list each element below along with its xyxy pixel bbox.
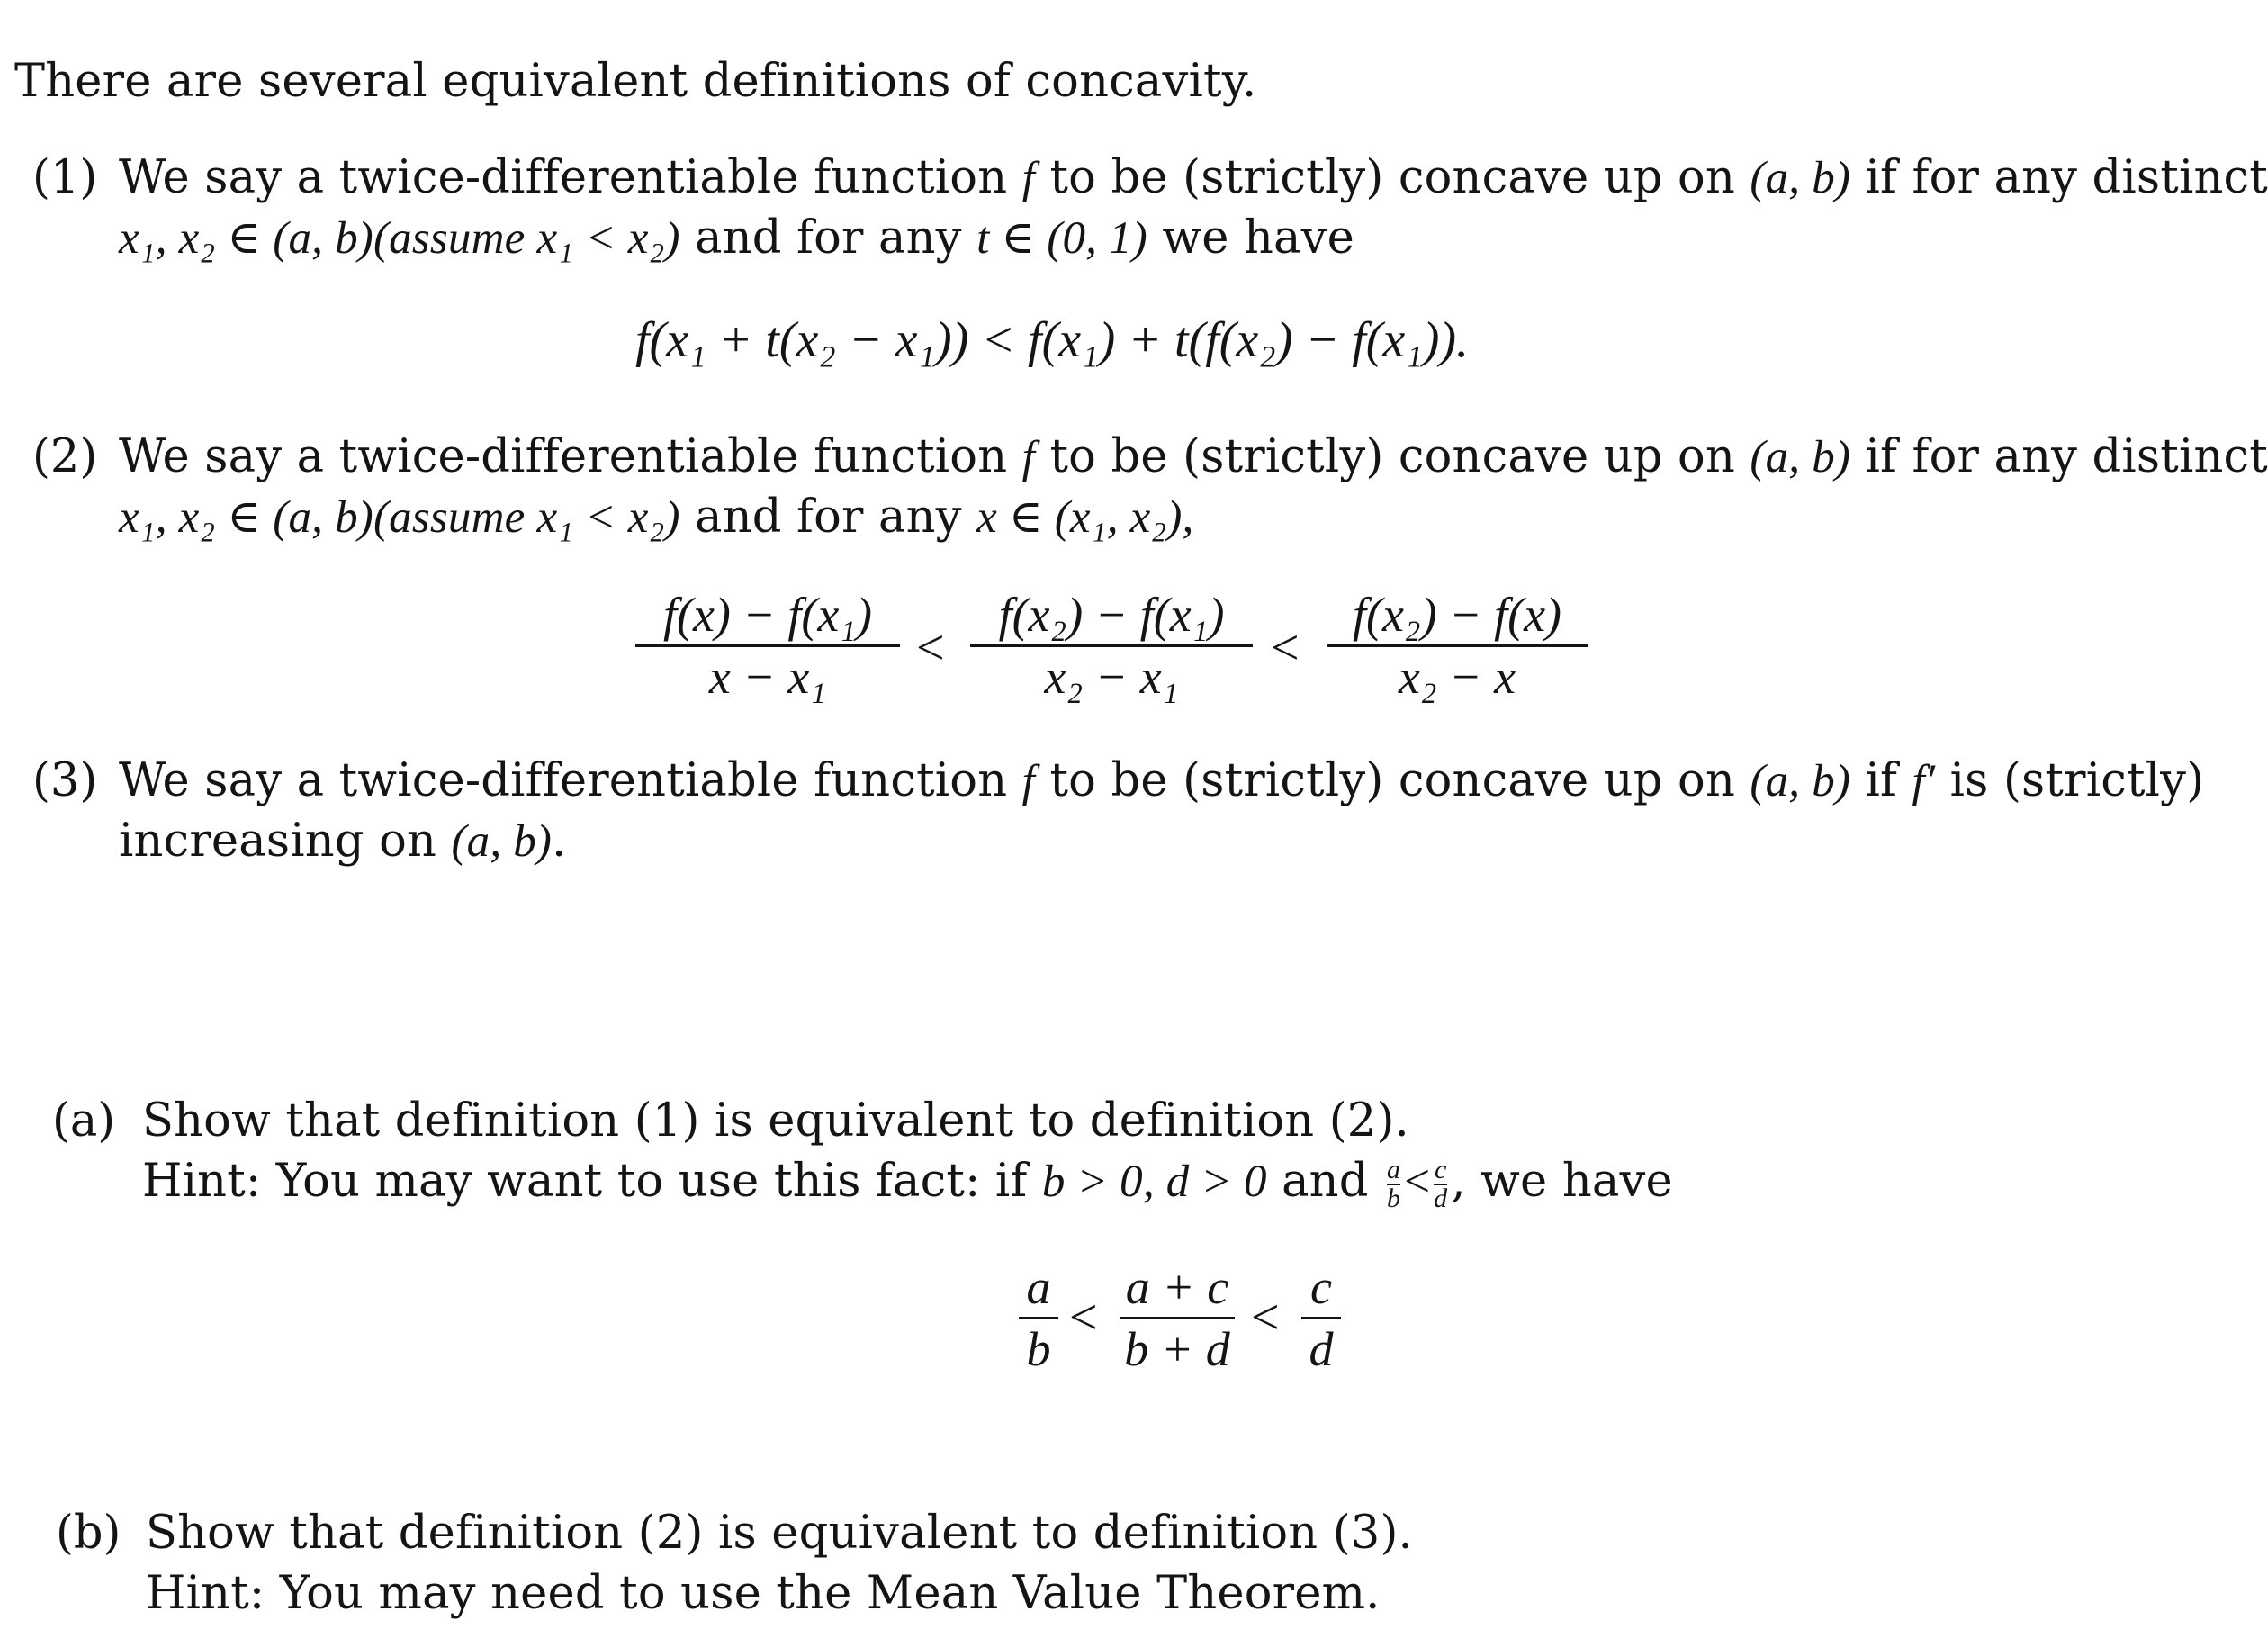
- part-a-frac2-num: a + c: [1125, 1260, 1229, 1314]
- def3-line1-end: is (strictly): [1935, 754, 2205, 807]
- part-b-line2: Hint: You may need to use the Mean Value Theorem.: [146, 1567, 1381, 1620]
- part-a-tag: (a): [52, 1094, 116, 1148]
- def1-inequality: f(x₁ + t(x₂ − x₁)) < f(x₁) + t(f(x₂) − f(x₁)).: [635, 312, 1470, 368]
- def2-lt1: <: [916, 620, 945, 676]
- def2-frac3-den: x₂ − x: [1398, 650, 1516, 704]
- def2-line2-mid: and for any: [680, 490, 977, 544]
- def2-frac3: [1327, 585, 1588, 706]
- def3-line1: [119, 751, 2204, 812]
- def2-frac2-den: x₂ − x₁: [1044, 650, 1179, 704]
- part-a-hint-c: c: [1435, 1155, 1447, 1184]
- def3-tag: (3): [32, 754, 98, 807]
- part-a-line1: Show that definition (1) is equivalent to definition (2).: [142, 1094, 1409, 1148]
- part-a-hint-b: b: [1386, 1184, 1401, 1213]
- part-a-frac3-den: d: [1309, 1322, 1334, 1376]
- def2-interval: (a, b): [1750, 432, 1851, 482]
- def3-line2-interval: (a, b): [451, 816, 553, 867]
- part-a-hint: [142, 1151, 1673, 1212]
- def2-vars: x₁, x₂ ∈ (a, b): [119, 492, 374, 543]
- intro-text: There are several equivalent definitions of concavity.: [14, 55, 1257, 108]
- part-a-hint-lt: <: [1404, 1156, 1431, 1207]
- def1-line2: [119, 208, 1354, 269]
- part-a-hint-d: d: [1434, 1184, 1448, 1213]
- part-a-hint-frac-cd: [1434, 1155, 1448, 1213]
- part-a-lt1: <: [1069, 1290, 1098, 1346]
- def3-line2-end: .: [552, 814, 567, 868]
- def3-interval: (a, b): [1750, 756, 1851, 806]
- def2-line2: [119, 487, 1194, 548]
- def2-lt2: <: [1271, 620, 1300, 676]
- part-a-hint-a: a: [1386, 1155, 1401, 1184]
- def2-frac1-den: x − x₁: [708, 650, 827, 704]
- part-a-frac3-num: c: [1310, 1260, 1332, 1314]
- def1-t-range: t ∈ (0, 1): [976, 213, 1148, 264]
- def3-f: f: [1022, 756, 1036, 806]
- part-a-hint-end: , we have: [1451, 1155, 1673, 1208]
- def3-line1-pre: We say a twice-differentiable function: [119, 754, 1022, 807]
- def1-line2-end: we have: [1147, 212, 1355, 265]
- part-a-frac2: [1120, 1257, 1235, 1379]
- def1-line1-post: to be (strictly) concave up on: [1035, 151, 1750, 204]
- def2-tag: (2): [32, 430, 98, 483]
- def2-frac2-num: f(x₂) − f(x₁): [998, 588, 1225, 642]
- part-a-frac2-den: b + d: [1124, 1322, 1230, 1376]
- def1-tag: (1): [32, 151, 98, 204]
- def1-line2-mid: and for any: [680, 212, 977, 265]
- def3-fprime: f′: [1912, 756, 1936, 806]
- def1-assume: (assume x₁ < x₂): [373, 213, 680, 264]
- part-a-lt2: <: [1251, 1290, 1280, 1346]
- def1-line1-pre: We say a twice-differentiable function: [119, 151, 1022, 204]
- part-b-tag: (b): [56, 1507, 122, 1560]
- part-a-hint-cond: b > 0, d > 0: [1041, 1156, 1267, 1207]
- def2-line1-pre: We say a twice-differentiable function: [119, 430, 1022, 483]
- def2-frac2: [970, 585, 1253, 706]
- part-a-frac3: [1301, 1257, 1341, 1379]
- def3-if: if: [1850, 754, 1912, 807]
- def1-vars: x₁, x₂ ∈ (a, b): [119, 213, 374, 264]
- def2-line1: [119, 427, 2268, 488]
- def2-line1-end: if for any distinct: [1850, 430, 2268, 483]
- def1-interval: (a, b): [1750, 153, 1851, 203]
- def2-f: f: [1022, 432, 1036, 482]
- def3-line2: [119, 811, 567, 872]
- def1-line1: [119, 148, 2268, 209]
- part-b-line1: Show that definition (2) is equivalent to definition (3).: [146, 1507, 1413, 1560]
- def3-line1-post: to be (strictly) concave up on: [1035, 754, 1750, 807]
- part-a-hint-pre: Hint: You may want to use this fact: if: [142, 1155, 1042, 1208]
- def1-line1-end: if for any distinct: [1850, 151, 2268, 204]
- def2-frac3-num: f(x₂) − f(x): [1352, 588, 1562, 642]
- def1-f: f: [1022, 153, 1036, 203]
- def2-x-range: x ∈ (x₁, x₂),: [976, 492, 1194, 543]
- part-a-hint-frac-ab: [1386, 1155, 1401, 1213]
- part-a-frac1-num: a: [1026, 1260, 1051, 1314]
- part-a-frac1: [1019, 1257, 1058, 1379]
- def2-frac1: [635, 585, 900, 706]
- def2-line1-post: to be (strictly) concave up on: [1035, 430, 1750, 483]
- def2-frac1-num: f(x) − f(x₁): [662, 588, 873, 642]
- part-a-frac1-den: b: [1026, 1322, 1051, 1376]
- def3-line2-text: increasing on: [119, 814, 452, 868]
- def2-assume: (assume x₁ < x₂): [373, 492, 680, 543]
- part-a-hint-and: and: [1266, 1155, 1383, 1208]
